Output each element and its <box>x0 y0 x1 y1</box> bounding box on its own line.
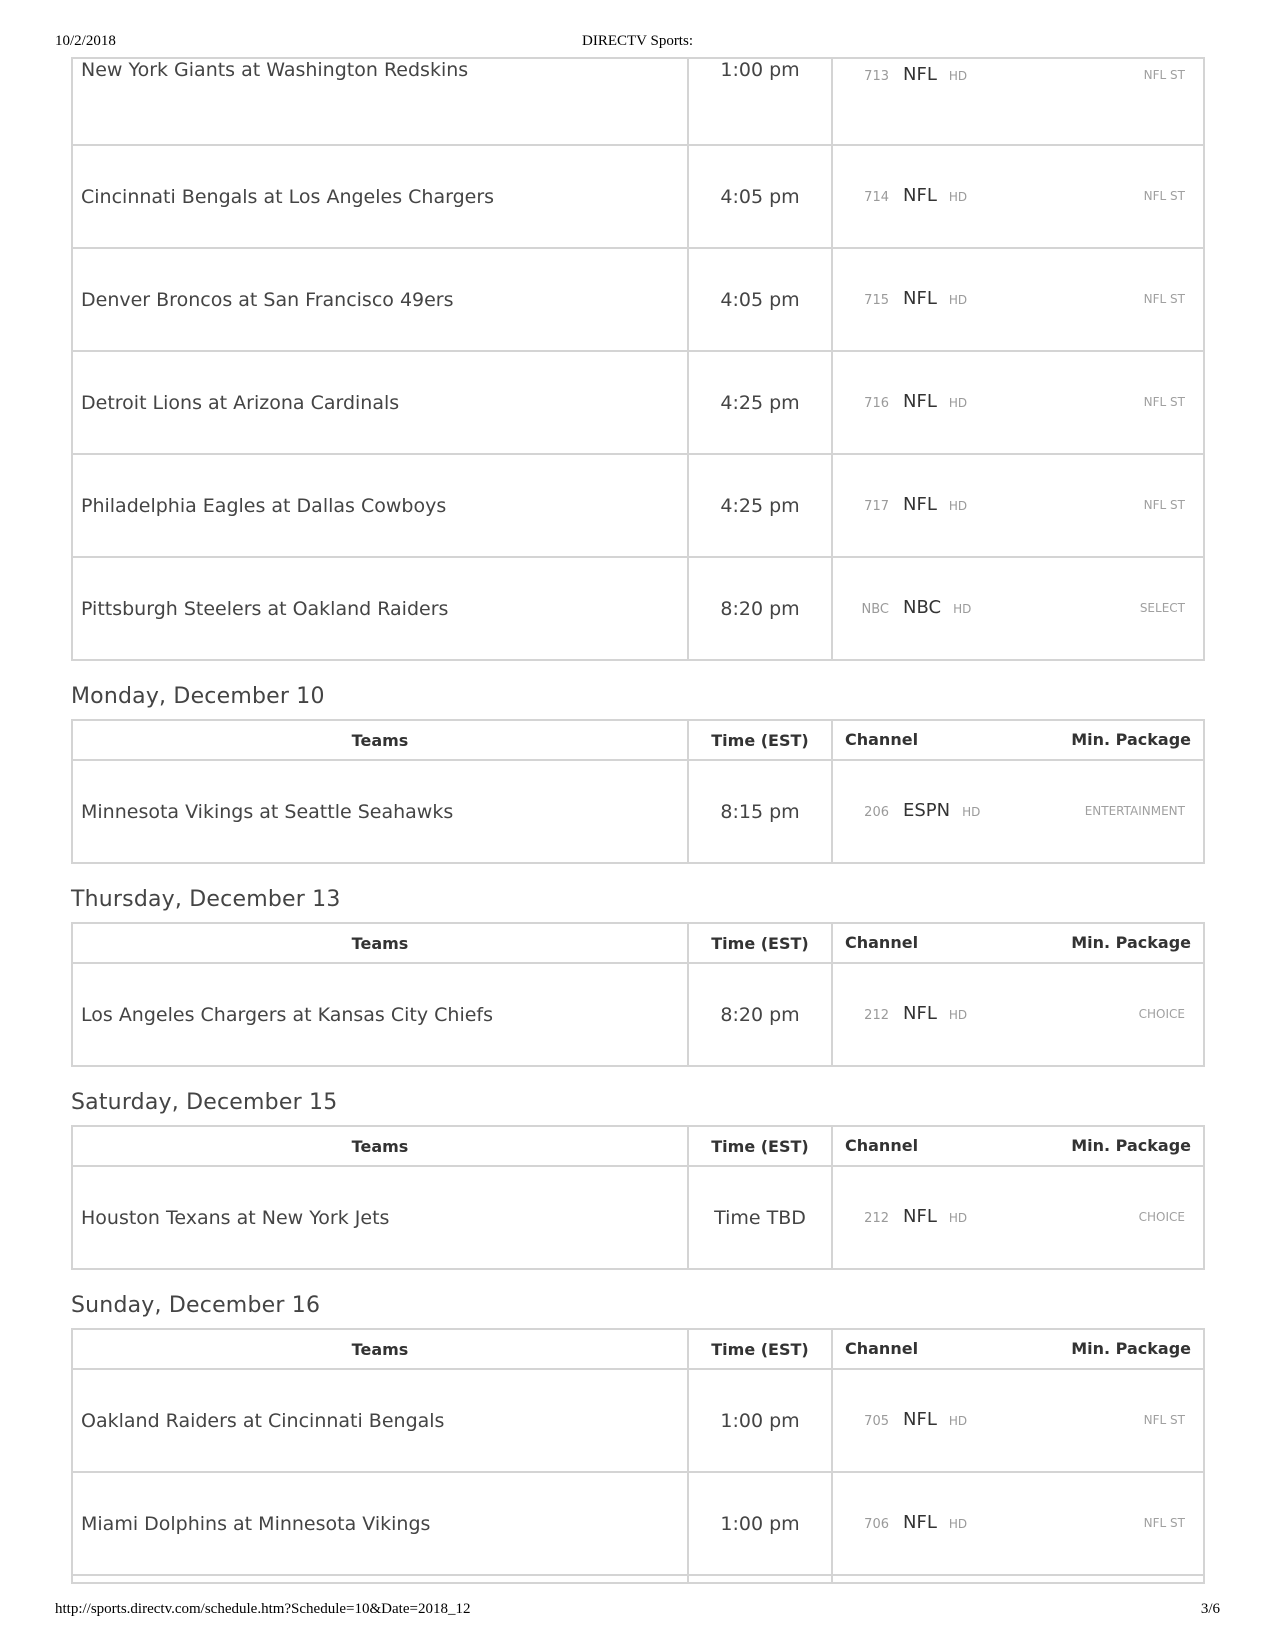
min-package: CHOICE <box>1138 1209 1185 1224</box>
game-teams: Detroit Lions at Arizona Cardinals <box>72 351 688 454</box>
game-teams: New York Giants at Washington Redskins <box>72 58 688 145</box>
game-teams: Minnesota Vikings at Seattle Seahawks <box>72 760 688 863</box>
channel-name: NBC <box>903 596 942 618</box>
game-channel-cell <box>832 454 1204 557</box>
game-row <box>72 1166 1204 1269</box>
column-header-time: Time (EST) <box>688 923 832 963</box>
game-channel-cell <box>832 1166 1204 1269</box>
hd-badge: HD <box>948 69 968 83</box>
channel-number: 717 <box>864 498 889 514</box>
table-header-row <box>72 923 1204 963</box>
game-time: 1:00 pm <box>688 1472 832 1575</box>
channel-number: 715 <box>864 292 889 308</box>
column-header-channel <box>832 923 1204 963</box>
channel-number: 705 <box>864 1413 889 1429</box>
min-package: NFL ST <box>1143 68 1185 82</box>
min-package: NFL ST <box>1143 394 1185 409</box>
game-teams: Los Angeles Chargers at Kansas City Chiefs <box>72 963 688 1066</box>
channel-number: 716 <box>864 395 889 411</box>
hd-badge: HD <box>962 804 981 819</box>
game-teams: Philadelphia Eagles at Dallas Cowboys <box>72 454 688 557</box>
game-time: 8:15 pm <box>688 760 832 863</box>
min-package: NFL ST <box>1143 188 1185 203</box>
print-footer-url: http://sports.directv.com/schedule.htm?Schedule=10&Date=2018_12 <box>55 1601 471 1617</box>
game-row <box>72 1472 1204 1575</box>
day-heading: Saturday, December 15 <box>71 1090 338 1115</box>
schedule-table <box>71 1328 1205 1584</box>
channel-name: NFL <box>903 184 937 206</box>
column-header-channel-label: Channel <box>845 933 919 952</box>
column-header-teams: Teams <box>72 720 688 760</box>
min-package: CHOICE <box>1138 1006 1185 1021</box>
game-channel-cell <box>832 1472 1204 1575</box>
channel-name: NFL <box>903 1511 937 1533</box>
game-channel-cell <box>832 760 1204 863</box>
column-header-channel <box>832 720 1204 760</box>
game-time: 8:20 pm <box>688 557 832 660</box>
day-section <box>71 1290 1203 1584</box>
channel-number: 706 <box>864 1516 889 1532</box>
channel-number: 714 <box>864 189 889 205</box>
channel-info <box>833 596 1203 622</box>
day-heading: Thursday, December 13 <box>71 887 341 912</box>
game-time: 4:25 pm <box>688 454 832 557</box>
hd-badge: HD <box>953 601 972 616</box>
table-header-row <box>72 1329 1204 1369</box>
game-teams: Pittsburgh Steelers at Oakland Raiders <box>72 557 688 660</box>
channel-name: NFL <box>903 493 937 515</box>
column-header-channel-label: Channel <box>845 1136 919 1155</box>
game-row <box>72 351 1204 454</box>
channel-name: NFL <box>903 1002 937 1024</box>
channel-info <box>833 799 1203 825</box>
print-footer-page-number: 3/6 <box>1200 1601 1220 1617</box>
column-header-teams: Teams <box>72 1126 688 1166</box>
hd-badge: HD <box>948 1516 968 1531</box>
day-section <box>71 1087 1203 1270</box>
column-header-channel-label: Channel <box>845 730 919 749</box>
column-header-time: Time (EST) <box>688 1329 832 1369</box>
game-teams: Denver Broncos at San Francisco 49ers <box>72 248 688 351</box>
game-time: Time TBD <box>688 1166 832 1269</box>
schedule-table <box>71 922 1205 1067</box>
hd-badge: HD <box>948 1007 968 1022</box>
game-teams: Miami Dolphins at Minnesota Vikings <box>72 1472 688 1575</box>
channel-number: 212 <box>864 1210 889 1226</box>
print-header-title: DIRECTV Sports: <box>582 33 693 49</box>
channel-info <box>833 184 1203 210</box>
hd-badge: HD <box>948 395 968 410</box>
day-section <box>71 681 1203 864</box>
channel-info <box>833 1205 1203 1231</box>
column-header-teams: Teams <box>72 923 688 963</box>
game-channel-cell <box>832 963 1204 1066</box>
game-row <box>72 248 1204 351</box>
channel-info <box>833 390 1203 416</box>
hd-badge: HD <box>948 498 968 513</box>
channel-info <box>833 1002 1203 1028</box>
table-header-row <box>72 1126 1204 1166</box>
game-channel-cell <box>832 145 1204 248</box>
game-time: 1:00 pm <box>688 1369 832 1472</box>
channel-name: NFL <box>903 390 937 412</box>
column-header-channel-label: Channel <box>845 1339 919 1358</box>
min-package: NFL ST <box>1143 291 1185 306</box>
column-header-package: Min. Package <box>1071 933 1191 952</box>
game-channel-cell <box>832 58 1204 145</box>
hd-badge: HD <box>948 1413 968 1428</box>
channel-info <box>833 1511 1203 1537</box>
column-header-package: Min. Package <box>1071 730 1191 749</box>
channel-info <box>833 63 1203 89</box>
channel-name: NFL <box>903 64 937 85</box>
game-channel-cell <box>832 557 1204 660</box>
game-channel-cell <box>832 1369 1204 1472</box>
game-teams: Houston Texans at New York Jets <box>72 1166 688 1269</box>
column-header-channel <box>832 1126 1204 1166</box>
day-section <box>71 884 1203 1067</box>
game-row <box>72 963 1204 1066</box>
min-package: SELECT <box>1139 600 1185 615</box>
game-channel-cell <box>832 248 1204 351</box>
game-row <box>72 760 1204 863</box>
game-row <box>72 1369 1204 1472</box>
game-teams: Cincinnati Bengals at Los Angeles Chargers <box>72 145 688 248</box>
schedule-content <box>71 57 1203 1584</box>
game-row <box>72 58 1204 145</box>
column-header-channel <box>832 1329 1204 1369</box>
game-row <box>72 145 1204 248</box>
channel-info <box>833 287 1203 313</box>
hd-badge: HD <box>948 189 968 204</box>
column-header-time: Time (EST) <box>688 720 832 760</box>
hd-badge: HD <box>948 1210 968 1225</box>
channel-info <box>833 1408 1203 1434</box>
table-header-row <box>72 720 1204 760</box>
game-time: 4:25 pm <box>688 351 832 454</box>
print-header-date: 10/2/2018 <box>55 33 116 49</box>
hd-badge: HD <box>948 292 968 307</box>
day-heading: Monday, December 10 <box>71 684 325 709</box>
column-header-package: Min. Package <box>1071 1339 1191 1358</box>
channel-name: NFL <box>903 1408 937 1430</box>
min-package: ENTERTAINMENT <box>1084 803 1185 818</box>
channel-number: 713 <box>864 69 889 84</box>
game-teams: Oakland Raiders at Cincinnati Bengals <box>72 1369 688 1472</box>
game-time: 1:00 pm <box>688 58 832 145</box>
game-channel-cell <box>832 351 1204 454</box>
min-package: NFL ST <box>1143 1515 1185 1530</box>
schedule-table <box>71 1125 1205 1270</box>
channel-name: NFL <box>903 287 937 309</box>
game-time: 8:20 pm <box>688 963 832 1066</box>
schedule-table <box>71 719 1205 864</box>
channel-number: 206 <box>864 804 889 820</box>
channel-number: NBC <box>861 601 889 617</box>
channel-info <box>833 493 1203 519</box>
game-row <box>72 557 1204 660</box>
channel-name: ESPN <box>903 799 951 821</box>
day-heading: Sunday, December 16 <box>71 1293 321 1318</box>
column-header-teams: Teams <box>72 1329 688 1369</box>
schedule-table-continued <box>71 57 1205 661</box>
game-time: 4:05 pm <box>688 248 832 351</box>
channel-number: 212 <box>864 1007 889 1023</box>
game-time: 4:05 pm <box>688 145 832 248</box>
column-header-package: Min. Package <box>1071 1136 1191 1155</box>
table-row-partial <box>72 1575 1204 1583</box>
channel-name: NFL <box>903 1205 937 1227</box>
min-package: NFL ST <box>1143 1412 1185 1427</box>
game-row <box>72 454 1204 557</box>
min-package: NFL ST <box>1143 497 1185 512</box>
column-header-time: Time (EST) <box>688 1126 832 1166</box>
